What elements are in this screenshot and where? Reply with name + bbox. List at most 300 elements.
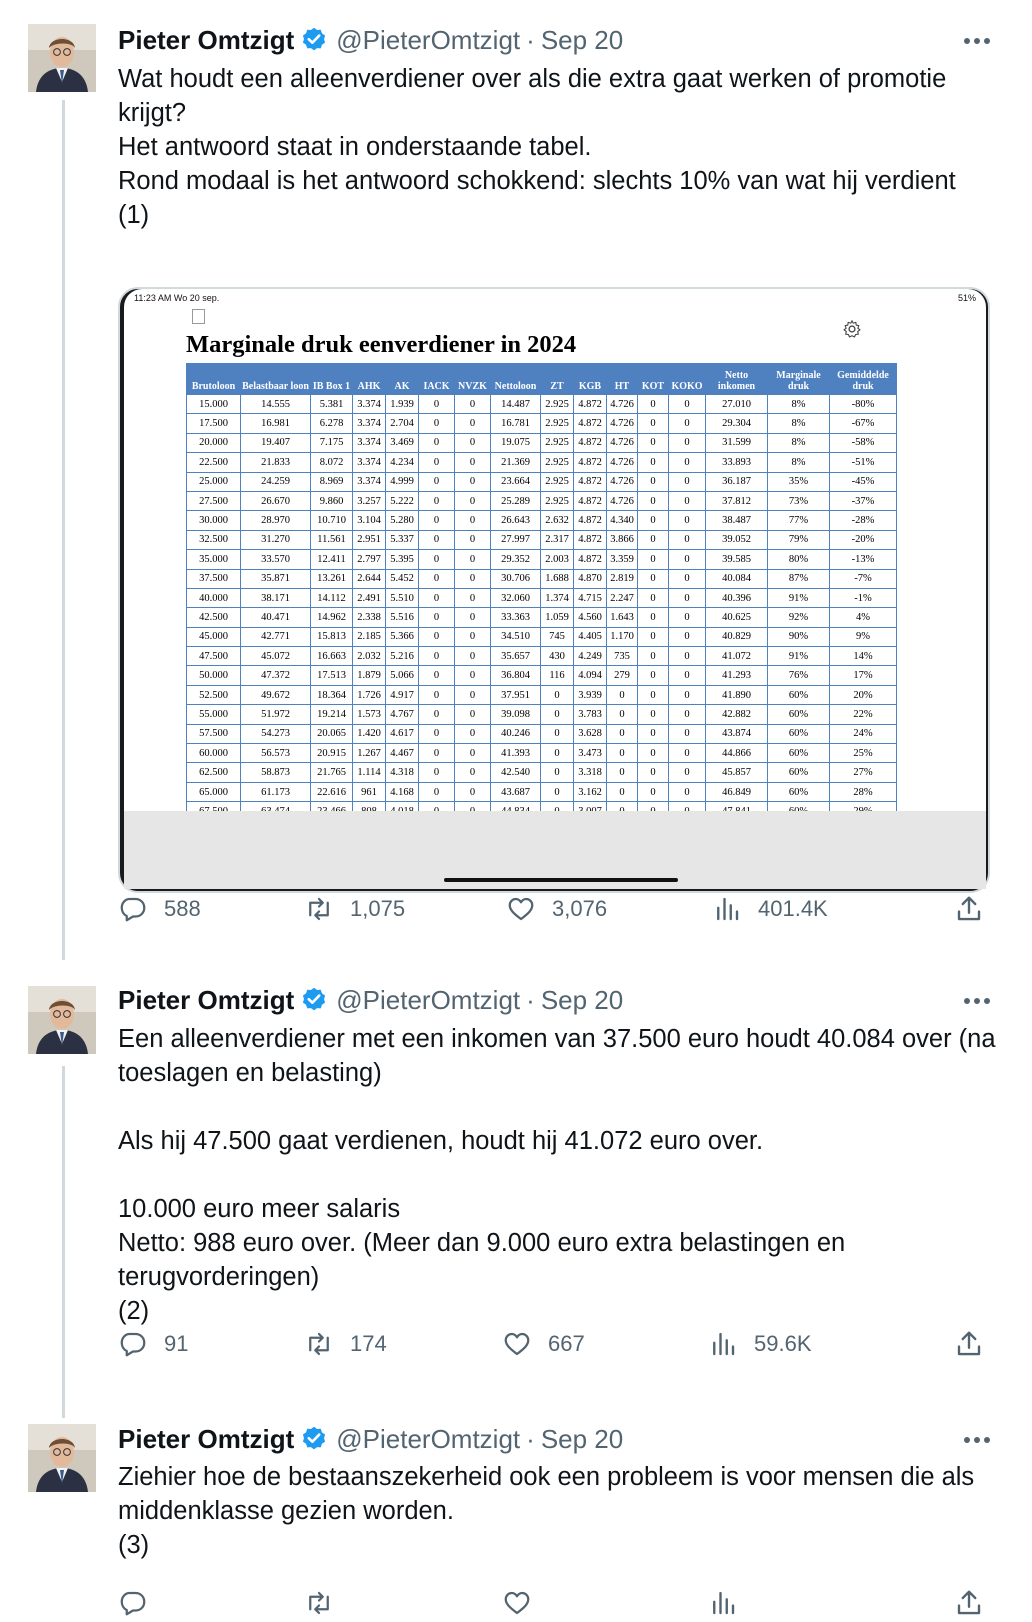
table-cell: 0 (638, 608, 669, 627)
table-cell: 60.000 (187, 744, 241, 763)
table-cell: 46.849 (706, 782, 768, 801)
share-button[interactable] (954, 1329, 984, 1359)
table-cell: 4.715 (574, 588, 607, 607)
views-count: 401.4K (758, 896, 828, 921)
tweet-date[interactable]: Sep 20 (540, 984, 624, 1015)
table-cell: 4.726 (607, 472, 638, 491)
table-cell: 21.765 (311, 763, 353, 782)
reply-button[interactable] (118, 894, 201, 924)
reply-icon (118, 1329, 148, 1359)
table-cell: 20.065 (311, 724, 353, 743)
table-cell: 4.726 (607, 414, 638, 433)
table-cell: 430 (541, 647, 574, 666)
table-cell: 4.617 (386, 724, 419, 743)
table-cell: 28% (830, 782, 897, 801)
table-cell: 4.168 (386, 782, 419, 801)
author-name[interactable]: Pieter Omtzigt (118, 24, 295, 55)
table-cell: 8% (768, 414, 830, 433)
table-cell: 0 (638, 395, 669, 414)
reply-icon (118, 1588, 148, 1618)
table-cell: 2.704 (386, 414, 419, 433)
table-cell: 49.672 (241, 685, 311, 704)
table-cell: 4.405 (574, 627, 607, 646)
table-column-header: IACK (419, 364, 455, 395)
gear-icon (842, 319, 862, 339)
table-cell: 0 (455, 433, 491, 452)
table-cell: 52.500 (187, 685, 241, 704)
table-body (187, 395, 897, 822)
table-row (187, 763, 897, 782)
table-cell: 0 (455, 491, 491, 510)
table-cell: 745 (541, 627, 574, 646)
table-cell: 26.643 (491, 511, 541, 530)
reply-button[interactable] (118, 1329, 188, 1359)
table-column-header: Gemiddelde druk (830, 364, 897, 395)
table-cell: 2.925 (541, 472, 574, 491)
tweet-line: Als hij 47.500 gaat verdienen, houdt hij 41.072 euro over. (118, 1127, 764, 1155)
table-cell: 0 (419, 453, 455, 472)
tweet-date[interactable]: Sep 20 (540, 24, 624, 55)
table-cell: 60% (768, 763, 830, 782)
table-cell: 19.075 (491, 433, 541, 452)
table-column-header: IB Box 1 (311, 364, 353, 395)
ipad-status-bar (134, 293, 976, 307)
table-cell: 80% (768, 550, 830, 569)
tweet-line: Ziehier hoe de bestaanszekerheid ook een probleem is voor mensen die als middenklasse gezien worden. (118, 1463, 975, 1525)
table-row (187, 627, 897, 646)
table-cell: 36.804 (491, 666, 541, 685)
table-cell: 0 (669, 491, 706, 510)
table-cell: 60% (768, 685, 830, 704)
tweet-actions (118, 1588, 988, 1622)
table-cell: 55.000 (187, 705, 241, 724)
table-cell: 5.216 (386, 647, 419, 666)
table-cell: 0 (455, 705, 491, 724)
table-cell: -80% (830, 395, 897, 414)
table-cell: 27% (830, 763, 897, 782)
table-container (186, 363, 916, 811)
table-cell: 2.338 (353, 608, 386, 627)
table-cell: 0 (419, 395, 455, 414)
like-icon (502, 1329, 532, 1359)
table-cell: 30.000 (187, 511, 241, 530)
reply-button[interactable] (118, 1588, 148, 1618)
table-cell: 1.420 (353, 724, 386, 743)
table-cell: 0 (638, 550, 669, 569)
table-cell: 2.925 (541, 453, 574, 472)
table-cell: 0 (669, 608, 706, 627)
table-cell: 0 (419, 744, 455, 763)
table-cell: 28.970 (241, 511, 311, 530)
table-cell: 31.270 (241, 530, 311, 549)
table-cell: 79% (768, 530, 830, 549)
table-cell: 8% (768, 395, 830, 414)
table-cell: 14% (830, 647, 897, 666)
table-cell: 39.052 (706, 530, 768, 549)
table-cell: 60% (768, 705, 830, 724)
table-column-header: ZT (541, 364, 574, 395)
table-cell: 0 (541, 705, 574, 724)
table-cell: 25% (830, 744, 897, 763)
table-cell: 11.561 (311, 530, 353, 549)
table-cell: 40.471 (241, 608, 311, 627)
table-cell: 3.374 (353, 395, 386, 414)
table-cell: 17.500 (187, 414, 241, 433)
table-cell: 15.813 (311, 627, 353, 646)
status-time: 11:23 AM Wo 20 sep. (134, 293, 220, 303)
table-column-header: Belastbaar loon (241, 364, 311, 395)
table-cell: 0 (669, 724, 706, 743)
table-cell: 5.516 (386, 608, 419, 627)
table-row (187, 685, 897, 704)
table-cell: 0 (669, 647, 706, 666)
table-cell: 2.925 (541, 414, 574, 433)
table-cell: 38.171 (241, 588, 311, 607)
table-cell: 1.170 (607, 627, 638, 646)
table-cell: 2.185 (353, 627, 386, 646)
table-row (187, 472, 897, 491)
table-cell: 40.084 (706, 569, 768, 588)
table-cell: 45.072 (241, 647, 311, 666)
table-column-header: HT (607, 364, 638, 395)
retweet-button[interactable] (304, 1588, 334, 1618)
retweet-icon (304, 1588, 334, 1618)
table-cell: 42.500 (187, 608, 241, 627)
table-cell: 3.374 (353, 433, 386, 452)
table-cell: 25.000 (187, 472, 241, 491)
table-cell: 8.072 (311, 453, 353, 472)
table-cell: 4.999 (386, 472, 419, 491)
table-cell: 17% (830, 666, 897, 685)
tweet-header (118, 24, 623, 56)
tweet-line: (2) (118, 1297, 150, 1325)
table-cell: 4.726 (607, 491, 638, 510)
share-button[interactable] (954, 894, 984, 924)
table-cell: 0 (638, 627, 669, 646)
table-cell: 3.469 (386, 433, 419, 452)
checkbox-icon (192, 309, 205, 324)
table-cell: 0 (419, 782, 455, 801)
table-cell: 8% (768, 433, 830, 452)
table-cell: 1.059 (541, 608, 574, 627)
table-cell: 60% (768, 724, 830, 743)
table-cell: 36.187 (706, 472, 768, 491)
avatar[interactable] (28, 986, 96, 1054)
table-cell: 17.513 (311, 666, 353, 685)
avatar[interactable] (28, 24, 96, 92)
separator-dot: · (526, 1423, 535, 1454)
table-cell: 57.500 (187, 724, 241, 743)
table-column-header: Netto inkomen (706, 364, 768, 395)
table-cell: 4.870 (574, 569, 607, 588)
table-cell: 54.273 (241, 724, 311, 743)
table-cell: 3.162 (574, 782, 607, 801)
table-cell: 37.500 (187, 569, 241, 588)
like-count: 667 (548, 1331, 585, 1356)
table-cell: 43.687 (491, 782, 541, 801)
tweet-text (118, 1460, 998, 1562)
table-row (187, 550, 897, 569)
table-cell: 26.670 (241, 491, 311, 510)
table-cell: 32.060 (491, 588, 541, 607)
verified-badge-icon (300, 986, 328, 1014)
table-cell: 0 (419, 647, 455, 666)
table-cell: 3.359 (607, 550, 638, 569)
table-row (187, 666, 897, 685)
table-cell: 4.872 (574, 453, 607, 472)
views-button[interactable] (708, 1329, 812, 1359)
author-name[interactable]: Pieter Omtzigt (118, 984, 295, 1015)
table-cell: 1.939 (386, 395, 419, 414)
table-cell: 0 (669, 763, 706, 782)
table-row (187, 724, 897, 743)
views-icon (708, 1329, 738, 1359)
table-cell: 18.364 (311, 685, 353, 704)
table-cell: 27.010 (706, 395, 768, 414)
table-cell: 47.500 (187, 647, 241, 666)
table-cell: 0 (638, 588, 669, 607)
table-cell: 2.632 (541, 511, 574, 530)
table-cell: 0 (455, 608, 491, 627)
table-cell: 0 (607, 724, 638, 743)
reply-count: 588 (164, 896, 201, 921)
table-cell: 0 (455, 530, 491, 549)
table-cell: 5.222 (386, 491, 419, 510)
table-cell: 0 (419, 433, 455, 452)
table-cell: -58% (830, 433, 897, 452)
table-cell: 0 (669, 744, 706, 763)
table-cell: 0 (669, 453, 706, 472)
table-cell: 0 (638, 763, 669, 782)
table-cell: 0 (669, 666, 706, 685)
table-column-header: KOKO (669, 364, 706, 395)
table-cell: 0 (638, 782, 669, 801)
like-button[interactable] (506, 894, 607, 924)
table-cell: 0 (669, 433, 706, 452)
table-cell: 0 (638, 414, 669, 433)
table-cell: 0 (419, 569, 455, 588)
table-cell: 1.643 (607, 608, 638, 627)
views-count: 59.6K (754, 1331, 812, 1356)
table-cell: 2.951 (353, 530, 386, 549)
table-cell: 0 (541, 782, 574, 801)
author-handle[interactable]: @PieterOmtzigt (336, 24, 521, 55)
table-cell: 0 (419, 685, 455, 704)
table-cell: 3.374 (353, 453, 386, 472)
table-cell: -37% (830, 491, 897, 510)
table-cell: 1.267 (353, 744, 386, 763)
table-cell: 40.625 (706, 608, 768, 627)
table-cell: 47.372 (241, 666, 311, 685)
table-cell: 8.969 (311, 472, 353, 491)
table-cell: 24.259 (241, 472, 311, 491)
table-cell: 0 (669, 472, 706, 491)
table-cell: 0 (455, 453, 491, 472)
table-cell: 0 (455, 724, 491, 743)
table-cell: 5.366 (386, 627, 419, 646)
table-cell: 25.289 (491, 491, 541, 510)
table-cell: 9.860 (311, 491, 353, 510)
table-cell: 5.510 (386, 588, 419, 607)
retweet-button[interactable] (304, 894, 405, 924)
table-cell: 19.407 (241, 433, 311, 452)
table-cell: -20% (830, 530, 897, 549)
table-cell: 4.872 (574, 530, 607, 549)
author-handle[interactable]: @PieterOmtzigt (336, 1423, 521, 1454)
table-cell: 0 (638, 511, 669, 530)
table-cell: 32.500 (187, 530, 241, 549)
table-row (187, 647, 897, 666)
more-dots-icon[interactable] (964, 991, 990, 1011)
table-cell: 51.972 (241, 705, 311, 724)
table-cell: 27.997 (491, 530, 541, 549)
table-cell: 29.352 (491, 550, 541, 569)
table-cell: 61.173 (241, 782, 311, 801)
like-button[interactable] (502, 1588, 532, 1618)
tweet-2[interactable] (0, 960, 1032, 1420)
table-cell: 4.249 (574, 647, 607, 666)
table-cell: 735 (607, 647, 638, 666)
table-cell: 37.951 (491, 685, 541, 704)
separator-dot: · (526, 24, 535, 55)
table-cell: 2.003 (541, 550, 574, 569)
table-cell: 116 (541, 666, 574, 685)
table-cell: 0 (419, 705, 455, 724)
table-cell: 6.278 (311, 414, 353, 433)
retweet-button[interactable] (304, 1329, 387, 1359)
table-cell: 0 (669, 569, 706, 588)
share-button[interactable] (954, 1588, 984, 1618)
table-cell: 60% (768, 782, 830, 801)
table-cell: 4.467 (386, 744, 419, 763)
table-cell: 0 (455, 685, 491, 704)
tweet-date[interactable]: Sep 20 (540, 1423, 624, 1454)
table-cell: 4.872 (574, 511, 607, 530)
table-cell: 1.688 (541, 569, 574, 588)
table-cell: 16.663 (311, 647, 353, 666)
table-cell: 0 (669, 414, 706, 433)
table-cell: 30.706 (491, 569, 541, 588)
table-cell: 37.812 (706, 491, 768, 510)
retweet-icon (304, 1329, 334, 1359)
table-cell: 15.000 (187, 395, 241, 414)
table-cell: 41.072 (706, 647, 768, 666)
reply-icon (118, 894, 148, 924)
table-cell: 1.573 (353, 705, 386, 724)
tweet-line: Het antwoord staat in onderstaande tabel. (118, 133, 592, 161)
tweet-line: (3) (118, 1531, 150, 1559)
more-dots-icon[interactable] (964, 31, 990, 51)
tweet-header (118, 984, 623, 1016)
table-cell: 45.000 (187, 627, 241, 646)
table-cell: 4% (830, 608, 897, 627)
table-cell: 3.866 (607, 530, 638, 549)
views-button[interactable] (712, 894, 828, 924)
table-cell: 0 (669, 705, 706, 724)
table-cell: 4.726 (607, 453, 638, 472)
table-cell: 0 (455, 550, 491, 569)
table-cell: 0 (455, 782, 491, 801)
table-row (187, 705, 897, 724)
table-cell: 0 (669, 550, 706, 569)
table-column-header: KGB (574, 364, 607, 395)
like-icon (502, 1588, 532, 1618)
table-cell: 0 (455, 666, 491, 685)
table-cell: 0 (455, 627, 491, 646)
table-cell: 0 (419, 666, 455, 685)
table-cell: -45% (830, 472, 897, 491)
table-cell: 42.882 (706, 705, 768, 724)
table-cell: 3.473 (574, 744, 607, 763)
table-cell: 0 (607, 685, 638, 704)
table-cell: 2.644 (353, 569, 386, 588)
like-button[interactable] (502, 1329, 585, 1359)
tweet-line: Wat houdt een alleenverdiener over als die extra gaat werken of promotie krijgt? (118, 65, 947, 127)
table-cell: 35% (768, 472, 830, 491)
table-cell: 0 (669, 511, 706, 530)
table-cell: 0 (638, 647, 669, 666)
table-cell: 14.112 (311, 588, 353, 607)
table-cell: 2.317 (541, 530, 574, 549)
table-cell: 76% (768, 666, 830, 685)
table-cell: 0 (669, 627, 706, 646)
table-cell: 0 (638, 724, 669, 743)
views-button[interactable] (708, 1588, 738, 1618)
table-cell: 961 (353, 782, 386, 801)
table-cell: 0 (419, 724, 455, 743)
table-cell: 62.500 (187, 763, 241, 782)
table-cell: 0 (419, 472, 455, 491)
table-cell: 2.797 (353, 550, 386, 569)
author-name[interactable]: Pieter Omtzigt (118, 1423, 295, 1454)
table-cell: 0 (638, 491, 669, 510)
table-cell: 41.393 (491, 744, 541, 763)
table-cell: 3.318 (574, 763, 607, 782)
table-cell: 60% (768, 744, 830, 763)
table-cell: 9% (830, 627, 897, 646)
table-cell: 5.280 (386, 511, 419, 530)
share-icon (954, 894, 984, 924)
table-cell: 40.396 (706, 588, 768, 607)
table-cell: 22% (830, 705, 897, 724)
table-cell: 0 (419, 414, 455, 433)
table-cell: 87% (768, 569, 830, 588)
reply-count: 91 (164, 1331, 189, 1356)
table-row (187, 433, 897, 452)
table-cell: 4.872 (574, 414, 607, 433)
table-cell: 0 (419, 608, 455, 627)
tweet-3[interactable] (0, 1418, 1032, 1606)
table-cell: 27.500 (187, 491, 241, 510)
share-icon (954, 1329, 984, 1359)
table-cell: -67% (830, 414, 897, 433)
table-cell: 0 (419, 530, 455, 549)
more-dots-icon[interactable] (964, 1430, 990, 1450)
table-cell: 14.555 (241, 395, 311, 414)
views-icon (708, 1588, 738, 1618)
ipad-screenshot (124, 289, 986, 889)
avatar[interactable] (28, 1424, 96, 1492)
table-cell: 1.374 (541, 588, 574, 607)
table-cell: 0 (607, 744, 638, 763)
author-handle[interactable]: @PieterOmtzigt (336, 984, 521, 1015)
tweet-image[interactable] (118, 287, 990, 893)
table-cell: 13.261 (311, 569, 353, 588)
table-cell: 0 (455, 744, 491, 763)
table-cell: 0 (638, 685, 669, 704)
table-cell: 40.246 (491, 724, 541, 743)
table-row (187, 588, 897, 607)
